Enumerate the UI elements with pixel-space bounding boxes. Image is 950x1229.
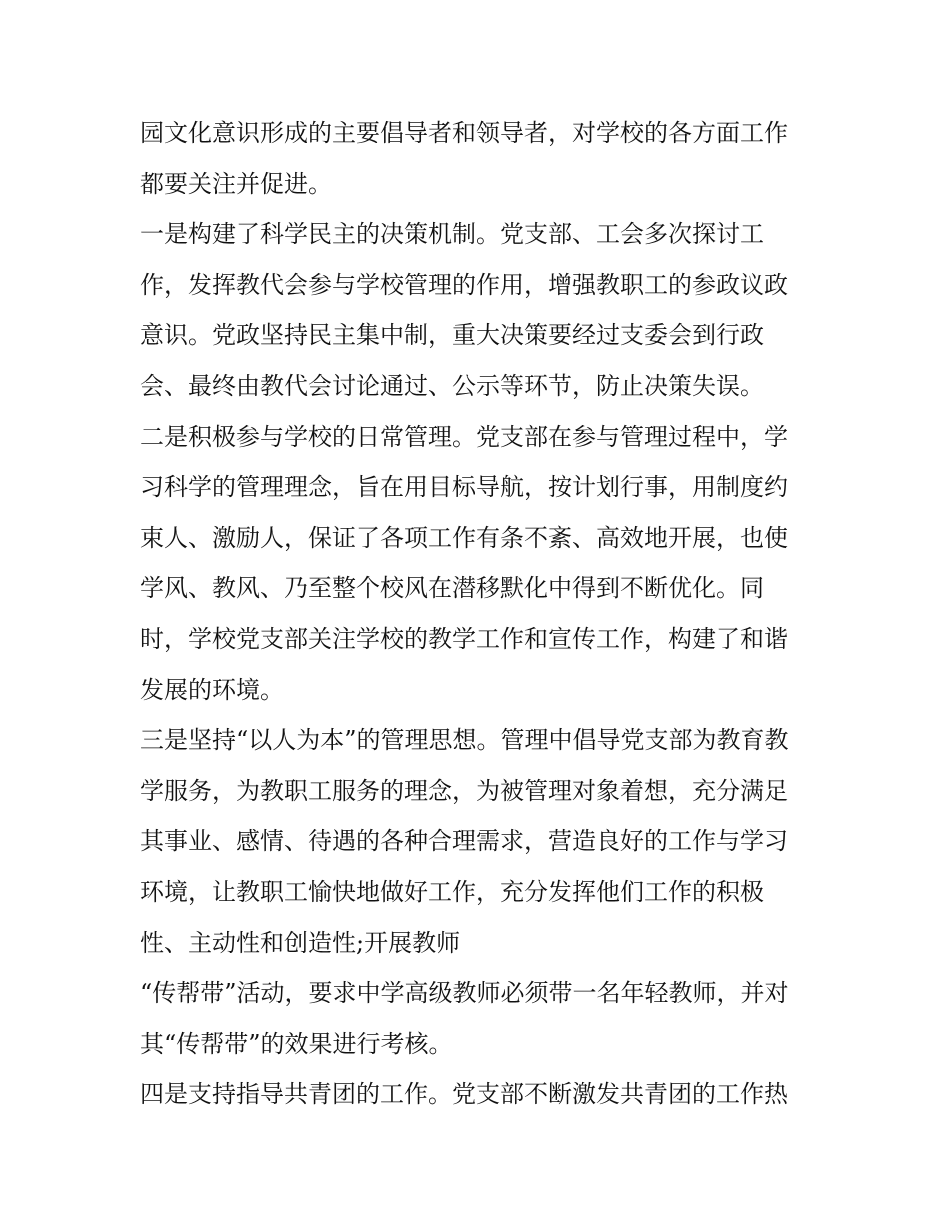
text-line: 四是支持指导共青团的工作。党支部不断激发共青团的工作热 [140, 1080, 788, 1109]
text-line: “传帮带”活动，要求中学高级教师必须带一名年轻教师，并对 [140, 979, 789, 1008]
text-line: 其事业、感情、待遇的各种合理需求，营造良好的工作与学习 [140, 827, 788, 856]
text-line: 二是积极参与学校的日常管理。党支部在参与管理过程中，学 [140, 422, 788, 451]
text-line: 园文化意识形成的主要倡导者和领导者，对学校的各方面工作 [140, 119, 788, 147]
text-line: 习科学的管理理念，旨在用目标导航，按计划行事，用制度约 [140, 473, 788, 502]
text-line: 性、主动性和创造性;开展教师 [140, 928, 461, 957]
text-line: 会、最终由教代会讨论通过、公示等环节，防止决策失误。 [140, 371, 764, 400]
text-line: 都要关注并促进。 [140, 169, 332, 198]
text-line: 时，学校党支部关注学校的教学工作和宣传工作，构建了和谐 [140, 624, 788, 653]
text-line: 作，发挥教代会参与学校管理的作用，增强教职工的参政议政 [140, 270, 788, 299]
text-line: 其“传帮带”的效果进行考核。 [140, 1029, 453, 1058]
text-line: 三是坚持“以人为本”的管理思想。管理中倡导党支部为教育教 [140, 726, 789, 755]
text-line: 一是构建了科学民主的决策机制。党支部、工会多次探讨工 [140, 220, 764, 249]
text-line: 环境，让教职工愉快地做好工作，充分发挥他们工作的积极 [140, 877, 764, 906]
document-body [140, 108, 830, 1120]
text-line: 学风、教风、乃至整个校风在潜移默化中得到不断优化。同 [140, 574, 764, 603]
text-line: 学服务，为教职工服务的理念，为被管理对象着想，充分满足 [140, 776, 788, 805]
text-line: 发展的环境。 [140, 675, 284, 704]
text-line: 意识。党政坚持民主集中制，重大决策要经过支委会到行政 [140, 321, 764, 350]
text-line: 束人、激励人，保证了各项工作有条不紊、高效地开展，也使 [140, 523, 788, 552]
